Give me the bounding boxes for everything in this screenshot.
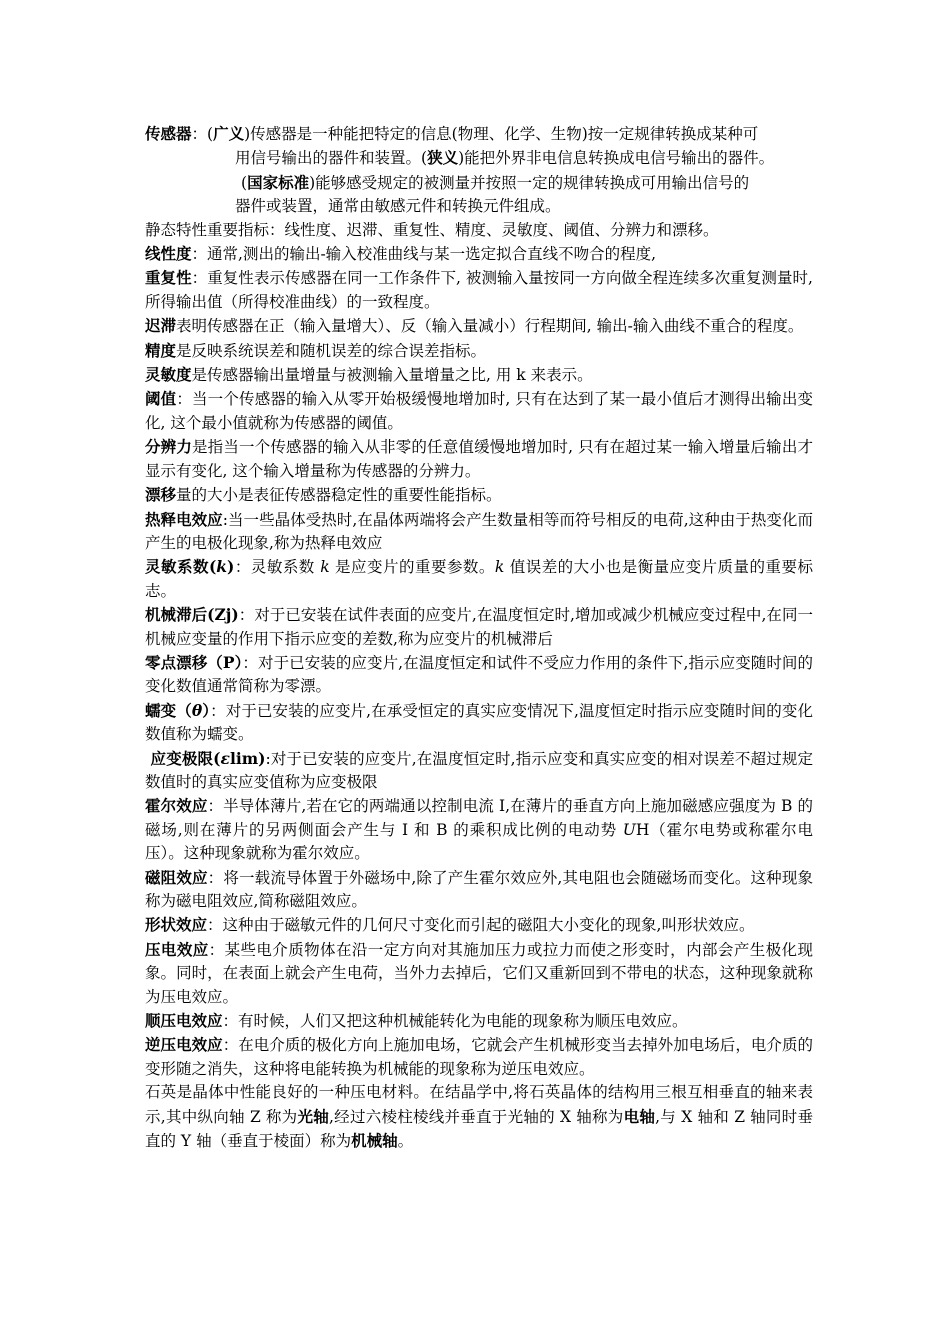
term-sensor: 传感器	[145, 124, 192, 143]
hall-effect-definition: 霍尔效应：半导体薄片,若在它的两端通以控制电流 I,在薄片的垂直方向上施加磁感应强度为 B 的磁场,则在薄片的另两侧面会产生与 I 和 B 的乘积成比例的电动势 UH（霍尔电势或称霍尔电压）。这种现象就称为霍尔效应。	[145, 796, 813, 863]
mechanical-hysteresis-definition: 机械滞后(Zj)：对于已安装在试件表面的应变片,在温度恒定时,增加或减少机械应变过程中,在同一机械应变量的作用下指示应变的差数,称为应变片的机械滞后	[145, 605, 813, 648]
inverse-piezo-definition: 逆压电效应：在电介质的极化方向上施加电场，它就会产生机械形变当去掉外加电场后，电介质的变形随之消失，这种将电能转换为机械能的现象称为逆压电效应。	[145, 1035, 813, 1078]
hysteresis-definition: 迟滞表明传感器在正（输入量增大）、反（输入量减小）行程期间, 输出-输入曲线不重合的程度。	[145, 316, 804, 336]
sensor-definition: 传感器：(广义)传感器是一种能把特定的信息(物理、化学、生物)按一定规律转换成某种可	[145, 124, 759, 143]
drift-definition: 漂移量的大小是表征传感器稳定性的重要性能指标。	[145, 485, 502, 505]
pyroelectric-definition: 热释电效应:当一些晶体受热时,在晶体两端将会产生数量相等而符号相反的电荷,这种由于热变化而产生的电极化现象,称为热释电效应	[145, 509, 813, 552]
linearity-definition: 线性度：通常,测出的输出-输入校准曲线与某一选定拟合直线不吻合的程度,	[145, 244, 657, 264]
shape-effect-definition: 形状效应：这种由于磁敏元件的几何尺寸变化而引起的磁阻大小变化的现象,叫形状效应。	[145, 915, 755, 935]
repeatability-definition: 重复性：重复性表示传感器在同一工作条件下, 被测输入量按同一方向做全程连续多次重复测量时, 所得输出值（所得校准曲线）的一致程度。	[145, 268, 813, 311]
threshold-definition: 阈值：当一个传感器的输入从零开始极缓慢地增加时, 只有在达到了某一最小值后才测得出输出变化, 这个最小值就称为传感器的阈值。	[145, 389, 813, 432]
sensor-definition-line4: 器件或装置，通常由敏感元件和转换元件组成。	[235, 197, 561, 216]
sensor-definition-line2: 用信号输出的器件和装置。(狭义)能把外界非电信息转换成电信号输出的器件。	[235, 148, 775, 168]
quartz-axes-paragraph: 石英是晶体中性能良好的一种压电材料。在结晶学中,将石英晶体的结构用三根互相垂直的轴来表示,其中纵向轴 Z 称为光轴,经过六棱柱棱线并垂直于光轴的 X 轴称为电轴,与 X 轴和 Z 轴同时垂直的 Y 轴（垂直于棱面）称为机械轴。	[145, 1083, 813, 1151]
creep-definition: 蠕变（θ）：对于已安装的应变片,在承受恒定的真实应变情况下,温度恒定时指示应变随时间的变化数值称为蠕变。	[145, 700, 813, 744]
piezoelectric-definition: 压电效应：某些电介质物体在沿一定方向对其施加压力或拉力而使之形变时，内部会产生极化现象。同时，在表面上就会产生电荷，当外力去掉后，它们又重新回到不带电的状态，这种现象就称为压电效应。	[145, 939, 813, 1006]
sensitivity-definition: 灵敏度是传感器输出量增量与被测输入量增量之比, 用 k 来表示。	[145, 365, 593, 385]
sensor-definition-line3: (国家标准)能够感受规定的被测量并按照一定的规律转换成可用输出信号的	[241, 172, 750, 192]
resolution-definition: 分辨力是指当一个传感器的输入从非零的任意值缓慢地增加时, 只有在超过某一输入增量后输出才显示有变化, 这个输入增量称为传感器的分辨力。	[145, 437, 813, 480]
zero-drift-definition: 零点漂移（P）：对于已安装的应变片,在温度恒定和试件不受应力作用的条件下,指示应变随时间的变化数值通常简称为零漂。	[145, 652, 813, 696]
gauge-factor-definition: 灵敏系数(k)：灵敏系数 k 是应变片的重要参数。k 值误差的大小也是衡量应变片质量的重要标志。	[145, 557, 813, 600]
document-body	[145, 122, 813, 1153]
strain-limit-definition: 应变极限(εlim):对于已安装的应变片,在温度恒定时,指示应变和真实应变的相对误差不超过规定数值时的真实应变值称为应变极限	[145, 748, 813, 791]
magnetoresistance-definition: 磁阻效应：将一载流导体置于外磁场中,除了产生霍尔效应外,其电阻也会随磁场而变化。这种现象称为磁电阻效应,简称磁阻效应。	[145, 867, 813, 910]
accuracy-definition: 精度是反映系统误差和随机误差的综合误差指标。	[145, 340, 487, 360]
direct-piezo-definition: 顺压电效应：有时候，人们又把这种机械能转化为电能的现象称为顺压电效应。	[145, 1011, 688, 1031]
static-characteristics: 静态特性重要指标：线性度、迟滞、重复性、精度、灵敏度、阈值、分辨力和漂移。	[145, 220, 719, 239]
